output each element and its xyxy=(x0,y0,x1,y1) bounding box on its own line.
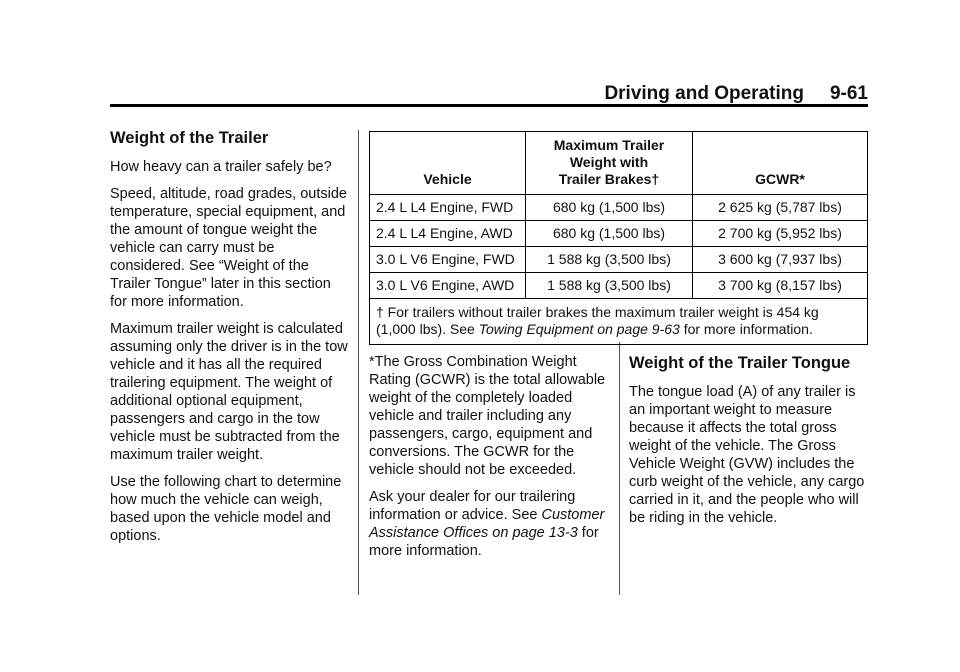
cell-vehicle: 2.4 L L4 Engine, FWD xyxy=(370,195,526,221)
section-title: Driving and Operating xyxy=(604,83,804,104)
cell-max-weight: 680 kg (1,500 lbs) xyxy=(526,221,693,247)
header-vehicle: Vehicle xyxy=(370,132,526,195)
page-number: 9-61 xyxy=(829,83,868,104)
cell-max-weight: 1 588 kg (3,500 lbs) xyxy=(526,247,693,273)
dealer-text: Ask your dealer for our trailering information or advice. See xyxy=(369,489,576,523)
section-heading-trailer-weight: Weight of the Trailer xyxy=(110,129,269,147)
trailer-weight-table xyxy=(369,131,868,345)
cell-gcwr: 3 700 kg (8,157 lbs) xyxy=(693,273,868,299)
table-footnote xyxy=(370,299,868,345)
page-header xyxy=(604,83,868,105)
footnote-tail: for more information. xyxy=(679,321,813,337)
header-gcwr: GCWR* xyxy=(693,132,868,195)
left-column xyxy=(110,128,350,554)
dealer-tail: for more information. xyxy=(369,525,599,559)
body-paragraph: Use the following chart to determine how much the vehicle can weigh, based upon the vehicle model and options. xyxy=(110,474,342,544)
table-footnote-row xyxy=(370,299,868,345)
cell-max-weight: 1 588 kg (3,500 lbs) xyxy=(526,273,693,299)
cell-max-weight: 680 kg (1,500 lbs) xyxy=(526,195,693,221)
cell-gcwr: 2 625 kg (5,787 lbs) xyxy=(693,195,868,221)
table-header-row xyxy=(370,132,868,195)
table-row xyxy=(370,273,868,299)
right-column xyxy=(629,353,867,536)
customer-assistance-link[interactable]: Customer Assistance Offices on page 13-3 xyxy=(369,507,605,541)
middle-column xyxy=(369,353,611,569)
gcwr-paragraph: *The Gross Combination Weight Rating (GCWR) is the total allowable weight of the completely loaded vehicle and trailer including any passengers, cargo, equipment and conversions. The GCWR for the vehicle should not be exceeded. xyxy=(369,354,606,478)
cell-gcwr: 3 600 kg (7,937 lbs) xyxy=(693,247,868,273)
body-paragraph: The tongue load (A) of any trailer is an important weight to measure because it affects the total gross weight of the vehicle. The Gross Vehicle Weight (GVW) includes the curb weight of the vehicle, any cargo carried in it, and the people who will be riding in the vehicle. xyxy=(629,384,865,526)
column-divider xyxy=(619,342,620,595)
body-paragraph: How heavy can a trailer safely be? xyxy=(110,159,332,175)
body-paragraph: Speed, altitude, road grades, outside temperature, special equipment, and the amount of tongue weight the vehicle can carry must be considered. See “Weight of the Trailer Tongue” later in this section for more information. xyxy=(110,186,347,310)
cell-vehicle: 3.0 L V6 Engine, AWD xyxy=(370,273,526,299)
table-row xyxy=(370,247,868,273)
cell-gcwr: 2 700 kg (5,952 lbs) xyxy=(693,221,868,247)
body-paragraph: Maximum trailer weight is calculated assuming only the driver is in the tow vehicle and it has all the required trailering equipment. The weight of additional optional equipment, passengers and cargo in the tow vehicle must be subtracted from the maximum trailer weight. xyxy=(110,321,348,463)
header-max-trailer-weight-text: Maximum Trailer Weight with Trailer Brakes† xyxy=(553,137,665,187)
table-row xyxy=(370,195,868,221)
cell-vehicle: 3.0 L V6 Engine, FWD xyxy=(370,247,526,273)
dealer-paragraph xyxy=(369,488,611,560)
cell-vehicle: 2.4 L L4 Engine, AWD xyxy=(370,221,526,247)
header-max-trailer-weight xyxy=(526,132,693,195)
column-divider xyxy=(358,130,359,595)
footnote-text: † For trailers without trailer brakes the maximum trailer weight is 454 kg (1,000 lbs). See xyxy=(376,304,819,337)
section-heading-tongue-weight: Weight of the Trailer Tongue xyxy=(629,354,851,372)
towing-equipment-link[interactable]: Towing Equipment on page 9-63 xyxy=(478,321,680,337)
header-rule xyxy=(110,104,868,107)
table-row xyxy=(370,221,868,247)
